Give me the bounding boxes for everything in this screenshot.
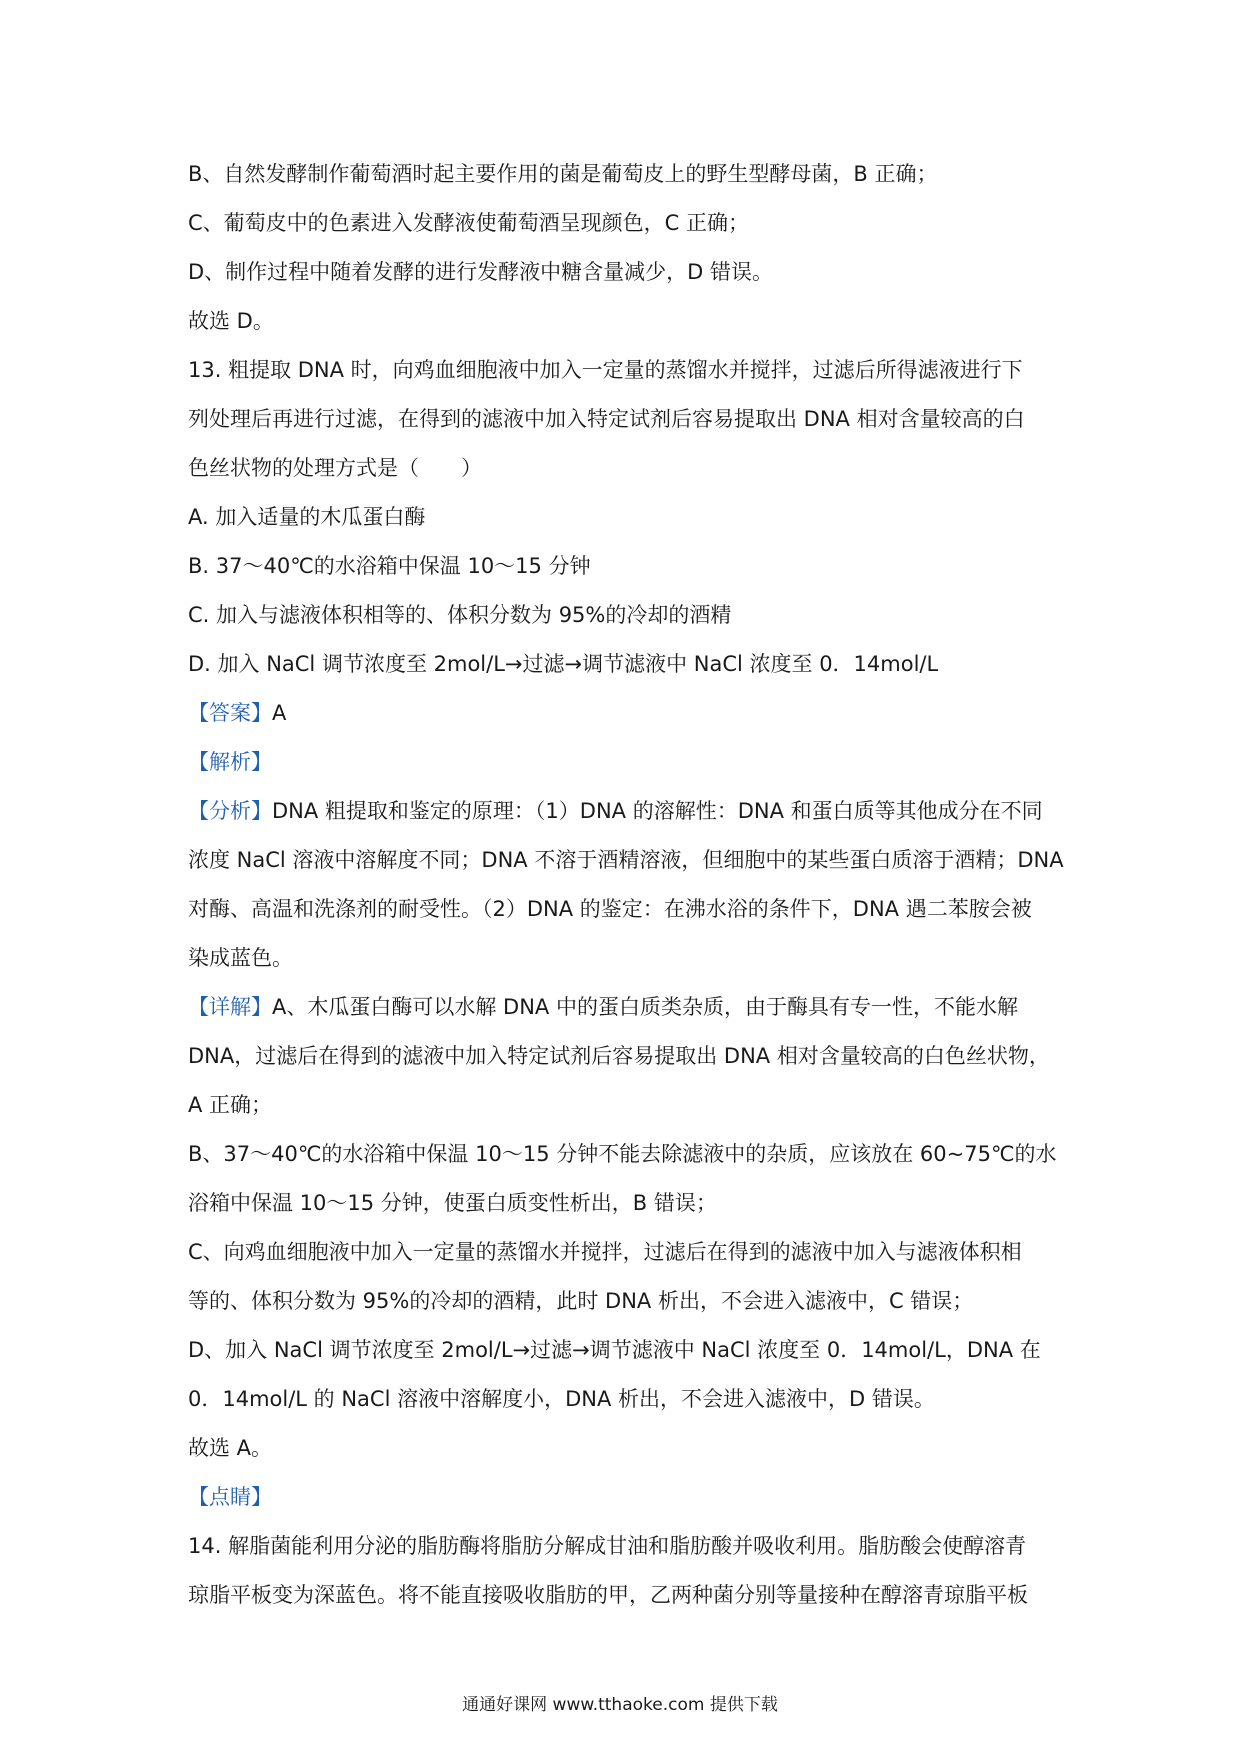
page-footer: 通通好课网 www.tthaoke.com 提供下载 — [462, 1695, 778, 1715]
section-tag: 【详解】 — [188, 995, 272, 1019]
analysis-line — [188, 787, 1058, 836]
detail-line: C、向鸡血细胞液中加入一定量的蒸馏水并搅拌，过滤后在得到的滤液中加入与滤液体积相 — [188, 1240, 1022, 1264]
conclusion-line: 故选 A。 — [188, 1436, 273, 1460]
detail-line: D、加入 NaCl 调节浓度至 2mol/L→过滤→调节滤液中 NaCl 浓度至 0．14mol/L，DNA 在 — [188, 1338, 1041, 1362]
analysis-line: 浓度 NaCl 溶液中溶解度不同；DNA 不溶于酒精溶液，但细胞中的某些蛋白质溶于酒精；DNA — [188, 848, 1064, 872]
analysis-tag: 【解析】 — [188, 750, 272, 774]
answer-value: A — [272, 701, 287, 725]
remark-tag — [188, 1473, 1058, 1522]
page-content — [188, 150, 1064, 1620]
option-c: C. 加入与滤液体积相等的、体积分数为 95%的冷却的酒精 — [188, 603, 732, 627]
detail-line: B、37～40℃的水浴箱中保温 10～15 分钟不能去除滤液中的杂质，应该放在 60~75℃的水 — [188, 1142, 1057, 1166]
detail-line: 0．14mol/L 的 NaCl 溶液中溶解度小，DNA 析出，不会进入滤液中，D 错误。 — [188, 1387, 935, 1411]
section-text: DNA 粗提取和鉴定的原理：（1）DNA 的溶解性：DNA 和蛋白质等其他成分在不同 — [272, 799, 1043, 823]
section-tag: 【分析】 — [188, 799, 272, 823]
detail-line: 浴箱中保温 10～15 分钟，使蛋白质变性析出，B 错误； — [188, 1191, 717, 1215]
question-14-line: 14. 解脂菌能利用分泌的脂肪酶将脂肪分解成甘油和脂肪酸并吸收利用。脂肪酸会使醇溶青 — [188, 1534, 1027, 1558]
text-line: C、葡萄皮中的色素进入发酵液使葡萄酒呈现颜色，C 正确； — [188, 211, 749, 235]
option-d: D. 加入 NaCl 调节浓度至 2mol/L→过滤→调节滤液中 NaCl 浓度至 0．14mol/L — [188, 652, 939, 676]
answer-tag: 【答案】 — [188, 701, 272, 725]
option-a: A. 加入适量的木瓜蛋白酶 — [188, 505, 426, 529]
detail-line: A 正确； — [188, 1093, 273, 1117]
text-line: 故选 D。 — [188, 309, 274, 333]
section-text: A、木瓜蛋白酶可以水解 DNA 中的蛋白质类杂质，由于酶具有专一性，不能水解 — [272, 995, 1018, 1019]
detail-line: 等的、体积分数为 95%的冷却的酒精，此时 DNA 析出，不会进入滤液中，C 错误； — [188, 1289, 974, 1313]
text-line: B、自然发酵制作葡萄酒时起主要作用的菌是葡萄皮上的野生型酵母菌，B 正确； — [188, 162, 938, 186]
question-13-line: 13. 粗提取 DNA 时，向鸡血细胞液中加入一定量的蒸馏水并搅拌，过滤后所得滤液进行下 — [188, 358, 1023, 382]
detail-line — [188, 983, 1058, 1032]
question-14-line: 琼脂平板变为深蓝色。将不能直接吸收脂肪的甲，乙两种菌分别等量接种在醇溶青琼脂平板 — [188, 1583, 1028, 1607]
analysis-line: 染成蓝色。 — [188, 946, 293, 970]
question-13-line: 色丝状物的处理方式是（ ） — [188, 456, 482, 480]
analysis-line: 对酶、高温和洗涤剂的耐受性。（2）DNA 的鉴定：在沸水浴的条件下，DNA 遇二苯胺会被 — [188, 897, 1032, 921]
detail-line: DNA，过滤后在得到的滤液中加入特定试剂后容易提取出 DNA 相对含量较高的白色丝状物， — [188, 1044, 1050, 1068]
section-tag: 【点睛】 — [188, 1485, 272, 1509]
option-b: B. 37～40℃的水浴箱中保温 10～15 分钟 — [188, 554, 591, 578]
question-13-line: 列处理后再进行过滤，在得到的滤液中加入特定试剂后容易提取出 DNA 相对含量较高的白 — [188, 407, 1025, 431]
answer-line — [188, 689, 1058, 738]
text-line: D、制作过程中随着发酵的进行发酵液中糖含量减少，D 错误。 — [188, 260, 774, 284]
